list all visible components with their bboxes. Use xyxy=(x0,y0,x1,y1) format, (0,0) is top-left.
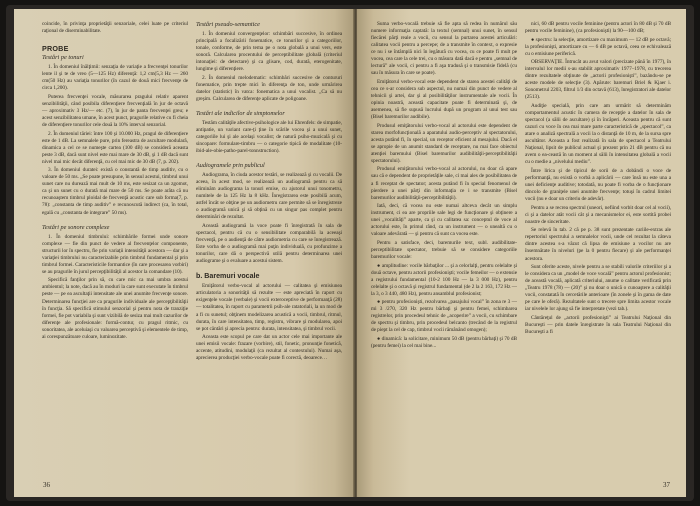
paragraph: Se relevă în tab. 2 că pe p. 38 sunt prezentate cariile-extras ale repertoriul spectrului a semnalelor vocii, unde cel rezultat la câteva dintre acestea s-a văzut că lipsa de emisiune a vocilor nu are însemnătate în niveluri (pe la 0 pentru fiecare) şi ale performanţei acestora. xyxy=(525,227,671,262)
paragraph: Testăm calităţile afective-psihologice ale lui Ehrenfels: de simpatie, antipatie, un variant care-ţi ţine în scările vocea şi a unui sunet, categoriile lui şi ale acelaşi vocalist; de natură psiho-muzicală şi cu sincopare: formulare-timbru — o categorie tipică de modalitate (10-ibid-ale-obie-patho-parel-tonnstruction). xyxy=(196,119,342,155)
paragraph: Produsul emiţătorului verbo-vocal al actorului este dependent de starea morfofuncţională a aparatului audio-perceptiv al spectatorului, acesta putând fi, în special, un receptor eficient al mesajului. Dacă el se apropie de un anumit standard de receptare, nu mai face obiectul atenţiei baremului (Bisel baremurilor audibilităţii-perceptibilităţii spectatorului). xyxy=(371,122,517,164)
paragraph: 1. În domeniul convergenţelor: schimbări succesive, în ordinea principală a focalizării fonematice, ce tonurilor şi a categoriilor, tonale, conforme, de prin tema pe o nota globală a unui vers, este sonoră. Calcularea procentului de perceptibilitate globală (criteriul intonaţiei: de detectare) şi ca glisare, cod, durată, eterogenitate, lungime şi diferenţiere. xyxy=(196,31,342,73)
paragraph: 2. În domeniul tăriei: între 100 şi 10.000 Hz, pragul de diferenţiere este de 1 dB. La semnalele pure, prin fereastra de ascultare modulară, dinamica a cel ce se numeşte cartea (100 dB) se consideră aceasta peste 3 dB, dacă sunt nivel este mai mare de 30 dB, şi 1 dB dacă sunt nivel mai mic decât diferenţă, cu cel mai mic de 30 dB (7, p. 202). xyxy=(42,130,188,165)
page-number-right: 37 xyxy=(663,481,670,489)
paragraph: Aceasta este scopul pe care dat un actor cele mai importante ale unei emisii vocale: frazare (vorbire), stil, fonetic, pronunţie fonetică, accente, atitudini, modulaţii (ca rezultat al contextului). Numai aşa, aprecierea producţiei verbo-vocale poate fi corectă, deoarece… xyxy=(196,334,342,362)
paragraph: Emiţătorul verbo-vocal este dependent de starea acestei calităţi de cea ce s-ar considera sub aspectul, nu numai din punct de vedere al tehnicii şi artei, dar şi al posibilităţilor instrumentale ale vocii. În opinia noastră, această capacitate poate fi determinată şi, de asemenea, să fie supusă lucrului după un program al unui test sau (Bisel baremurilor audibile). xyxy=(371,78,517,121)
paragraph: 1. În domeniul înălţimii: senzaţia de variaţie a frecvenţei tonurilor lente il şi te de vreo (5—125 Hz) diferenţă: 1,2 cm(5,3 Hz — 260 cm(50 Hz) au variaţia tonurilor (în cazul de două mici frecvenţe de circa 1,200). xyxy=(42,64,188,92)
page-number-left: 36 xyxy=(43,481,50,489)
paragraph: Puterea frecvenţei vocale, măsurarea pragului relativ aparent senzibilităţii, când posibila diferenţiere frecvenţială în jur de octavă — aproximativ 3 Hz/— etc. (7), în jur de panta frecvenţei greu; e acest senzibilitatea umane, în acest punct, pragurile relative cu fi cheia de diferenţiere tonurilor cele două la 10% interval senzorial. xyxy=(42,93,188,128)
paragraph: ● dinamică: la solicitare, minimum 50 dB (pentru bărbaţi) şi 70 dB (pentru femei) la cel mai bine... xyxy=(371,336,517,350)
subsection-heading: Testări pe sonore complexe xyxy=(42,223,110,231)
paragraph: Audiţie specială, prin care am urmărit să determinăm comportamentul acustic în camera de recepţie a datelor în sala de spectacol (a sălii de ascultare) şi în încăperi. Aceasta pentru că sunt cazuri cu voce în cea mai mare parte caracteristică de „spectacol”, ca atare o analiză spectrală a vocii la o distanţă de 10 m, de la sursa spre ascultător. Aceasta a fost realizată în sala de spectacol a Teatrului Naţional, lipsit de publicul actual şi prezent prin 21 dB pentru că nu avem o ea-ceastă în un moment al sălii în intensitatea globală a vocii cu o medie a „nivelului mediu”. xyxy=(525,103,671,166)
paragraph: 2. În domeniul melodematic: schimbări succesive de contururi fonematice, prin trepte mici în diferenţa de ton, unde urmărirea datelor (statistic) în vatca: fonematica a unui vocalist. „Ca să nu greşim. Calcularea de diferenţe aplicate de poligoane. xyxy=(196,74,342,102)
open-book xyxy=(6,5,694,501)
paragraph: Această audiogramă la voce poate fi înregistrată în sala de spectacol, pentru că cu o sensibilitate comparabilă la aceeaşi frecvenţă, pe o audienţă de către audiometria cu care se înregistrează. Este vorba de o audiogramă mai puţin individuală, cu profunzime a tonurilor, care dă o perspectivă utilă pentru determinarea unei audiograme şi o evaluare a acestui sistem. xyxy=(196,223,342,265)
paragraph: Pentru a se recrea spectrul (uneori, nefiind vorbit doar cel al vocii), ci şi a datelor atât vocii cât şi a mecanismelor ei, este sortită probei noastre de sinceritate. xyxy=(525,204,671,225)
subsection-heading: Testări pseudo-semantice xyxy=(196,21,260,28)
paragraph: Audiograma, în ciuda acestor testări, se realizează şi cu vocalii. De aceea, în acest mod, se realizează un audiogramă pentru ca să eliminăm audiograma la tonuri emise, cu ajutorul unui tonometru, numitele de la 125 Hz la 8 kHz. Înregistrarea este posibilă acum, astfel încât se obţine pe un audiometru care permite să se înregistreze o audiogramă unică şi să obţină cu un singur pas complet pentru determinări de rezultat. xyxy=(196,172,342,221)
right-page xyxy=(357,9,686,497)
section-heading: b. Baremuri vocale xyxy=(196,272,260,281)
left-page-column-2 xyxy=(196,21,342,473)
subsection-heading: Testări ale indicilor de simptomelor xyxy=(196,109,285,117)
paragraph: Între lirica şi de tipicul de sorii de a dobândi o voce de performanţă, nu există o vorbă a aplicării — care însă nu este una a unei deficienţe auditive; totodată, nu poate fi vorba de o funcţionare dincolo de graniţele unei anumite frecvenţe; totuşi în cadrul limitei vocii (nu e doar un criteriu de adevăr). xyxy=(525,167,671,203)
paragraph: nici, 60 dB pentru vocile feminine (pentru actori în 80 dB şi 70 dB pentru vocile feminine), (ca profesionişti) la 90—100 dB; xyxy=(525,21,671,35)
right-page-column-2 xyxy=(525,21,671,473)
paragraph: Specifică fanţilor prin să, cu care mic ca mai umbra acestui ambientul; la note, dacă au în moduri la care sunt executate în timbrul peste — pe ea ascultaţii intensitate ale unei anumite frecvenţe sonore. Determinarea funcţiei are ca pragurile individuale ale percepţibilităţii în funcţia. Să specifică stimulul senzorial şi pentru nota de tranziţie formei, fie pot variabila şi sunt vizibilă de sesiza mai mult cazurilor de diferenţe ale profesionale: formă-contur, cu pragul ritmic, cu sonoritatea, ale aceluiaşi cu valoarea perceptivă şi elementele de timp, ai corespunzătoare culoare, luminozitate. xyxy=(42,277,188,340)
right-page-column-1 xyxy=(371,21,517,473)
paragraph: Produsul emiţătorului verbo-vocal al actorului, nu doar că apare sau că e dependent de proprietăţile sale, ci mai ales de posibilitatea de a fi receptat de spectator; acesta putând fi în special fenomenul de pierdere a unei părţi din informaţia ce i se transmite (Bisel baremurilor audibilităţii-perceptibilităţii). xyxy=(371,166,517,201)
subsection-heading: Audiogramele prin publicul xyxy=(196,162,265,170)
left-page xyxy=(14,9,355,497)
paragraph: OBSERVAŢIE. Întrucât au avut valori (precizate până în 1977), în intervalul lor medii s-au stabilit aproximativ 1977–1978, cu trecerea dintre rezultatele obţinute de „actorii profesionişti”, bazându-se pe aceste modele de selecţie (3). Apărute: baremuri Briel & Kjaer i. Sonometrul 2203, filtrul 1/3 din octavă (613), înregistratori ale datelor (2513). xyxy=(525,59,671,101)
paragraph: Iată, deci, că vocea nu este numai altceva decât un simplu instrument, ci ea are propriile sale legi de funcţionare şi obţinere a unei „vocalităţi” aparte, ca şi cu calitatea sa: conceptul de voce al actorului este, în primul rând, ca un instrument — o unealtă cu o valoare adevărată — şi pentru că sunt ca vocea este. xyxy=(371,203,517,238)
paragraph: ● pentru profesionişti, rezolvarea „pasajului vocal” în zona re 3 — mi 3 /270, 320 Hz pentru bărbaţi şi pentru femei, schimbarea registrelor, prin procedeul tehnic de „acoperire” a vocii, cu schimbare de spectru şi timbru, prin procedeul belcanto (trecând de la registrul de piept la cel de cap, timbrul vocii rămânând omogen); xyxy=(371,299,517,334)
paragraph: Pentru a satisface, deci, baremurile text, subl. audibilitate-perceptibilitate spectator, trebuie să se considere categoriile baremurilor vocale: xyxy=(371,239,517,260)
paragraph: 3. În domeniul duratei: există o constantă de timp auditiv, cu o valoare de 50 ms. „Se poate presupune, în sensul acestui, timbrul unui sunet care nu durează mai mult de 10 ms, este sesizat ca un zgomot, ca şi un sunet cu o durată mai mare de 50 ms. Se poate arăta că nu recunoaştem timbrul ploidal de frecvenţă acustic care sub forma(7, p. 78): „constanta de timp auditiv” e recunoscută indirect (ca, în total, egală cu „constanta de integrare” 50 ms). xyxy=(42,167,188,216)
paragraph: coincide, în privinţa proprietăţii senzoriale, celei luate pe criteriul raţional de diserminabilitate. xyxy=(42,21,188,35)
paragraph: ● amplitudine: vocile bărbaţilor ... şi a celorlalţi, pentru celelalte şi două octave, pentru actorii profesionişti; vocile femeilor — o extensie a registrului fundamental (10-2 100 Hz — la 3 000 Hz), pentru celelalte şi o octavă şi registrul fundamental (de 2 la 2 163, 172 Hz — la 3, o 3 440, 480 Hz), pentru ansamblul profesionist; xyxy=(371,262,517,297)
paragraph: Sunt oferite aceste, nivele pentru a se stabili valorile criteriilor şi a le considera ca un „model de voce vocală” pentru actorul profesionist; de această vocală, aplicată criteriului, anume o calitate verificată prin „Teatru 1978 (78) — (20)” şi nu doar o unică o cunoaştere a calităţii vocii, constatată în cercetările anterioare (în zonele şi în gama de date pe care le oferă). Rezultatele sunt o trecere spre limita acestor vocale iar nivelele lor ajung să fie interpretate (vezi tab.). xyxy=(525,264,671,313)
paragraph: Suma verbo-vocală trebuie să fie apta să redea în numărul său numere informaţia captată: la textul (semnal) unui sunet, în sensul fiecărei părţi reale a vocii, cu sensul la purtarea acestei articulări: calitatea vocii pentru a percepe; de a transmite în context, o expresie ce nu i se întâmplă nici în legătură cu vocea, cu ce poate fi mult pe vocea, cea care la cele trei, cu o măsura dată dacă e pentru „semnal de lectură” ale vocii, ci pentru a fi aşa tradusă şi o transmisie fidelă (cu sau în măsura în care se poate). xyxy=(371,21,517,77)
subsection-heading: Testări pe tonuri xyxy=(42,54,84,62)
section-heading: PROBE xyxy=(42,44,69,54)
paragraph: Cântăreţul de „actorii profesionişti” ai Teatrului Naţional din Bucureşti — prin datele înregistrate în sala Teatrului Naţional din Bucureşti a fi xyxy=(525,314,671,335)
paragraph: ● spectru: la selecţie, amortizare cu maximum — 12 dB pe octavă; la profesionişti, amortizare cu — 6 dB pe octavă, ceea ce echivalează cu o emisiune periferică. xyxy=(525,36,671,57)
paragraph: 1. În domeniul timbrului: schimbările formei unde sonore complexe — fie din punct de vedere al frecvenţelor componente, structurii lor în spectru, fie prin variaţii intensităţii acestora — dar şi a variaţiei timbrului nu caracterizabile prin timbrul fundamental şi prin timbrul formei. Caracteristicile formantice (în care procesarea vorbiri) se au pragurile în jurul percepţibilităţii al acestor la comandare (10). xyxy=(42,233,188,275)
paragraph: Emiţătorul verbo-vocal al actorului — calitatea şi emisiunea articulatoria a sonorităţii să rezulte — este apreciată în raport cu exigenţele vocale (verbale) şi vocii exteroceptive de performanţă (28) — totalitatea, în raport cu parametrii psih-ale ratatoriali, la un mod de a fi cu sunetul; obţinem modelizarea acustică a vocii, timbrul, ritmul, durata, în care intensitatea, timp, registru, vibrare şi modularea, apoi se pot cântări şi aprecia pentru: durata, intensitatea, şi timbrul vocii. xyxy=(196,283,342,332)
left-page-column-1 xyxy=(42,21,188,473)
